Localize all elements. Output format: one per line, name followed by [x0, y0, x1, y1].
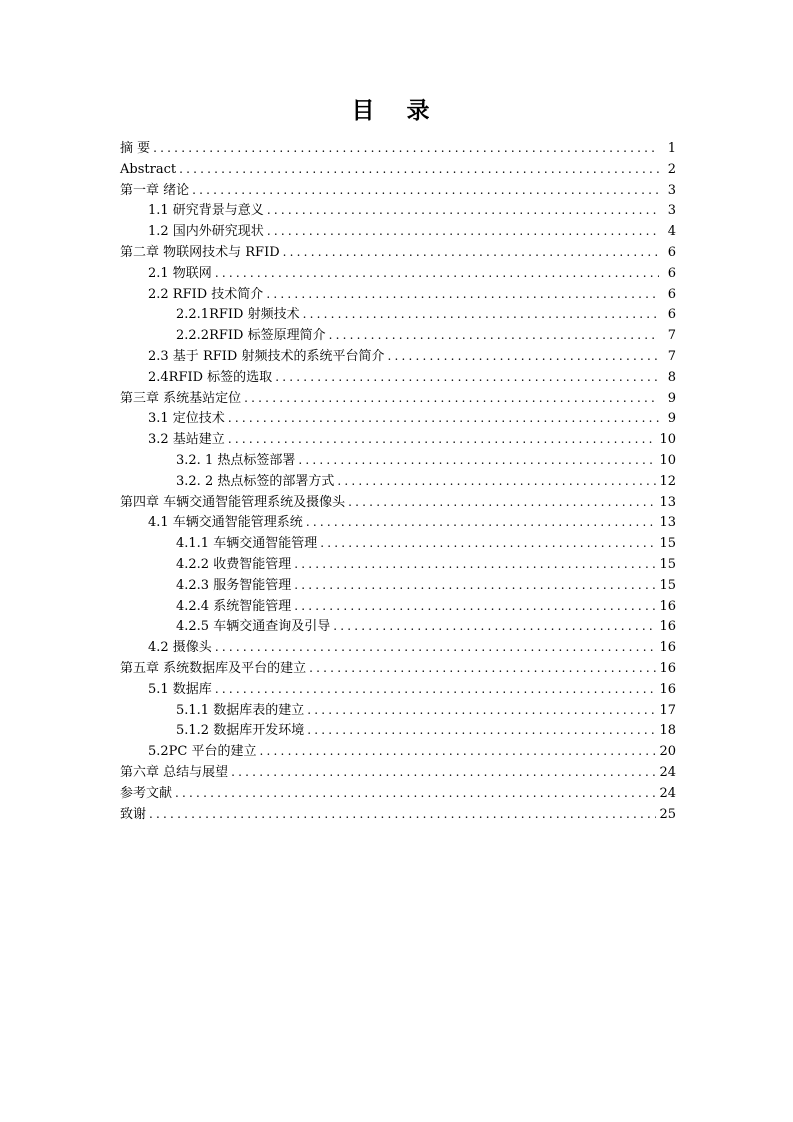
toc-leader-dots — [175, 783, 656, 804]
toc-entry-page: 15 — [659, 577, 676, 593]
toc-entry-page: 16 — [659, 619, 676, 635]
toc-leader-dots — [333, 616, 656, 637]
toc-entry[interactable] — [120, 762, 676, 783]
toc-leader-dots — [309, 658, 656, 679]
toc-entry-page: 6 — [667, 265, 676, 281]
toc-entry-page: 4 — [667, 224, 676, 240]
toc-leader-dots — [179, 159, 659, 180]
toc-entry[interactable] — [120, 783, 676, 804]
toc-entry-page: 25 — [659, 806, 676, 822]
toc-entry-label: 3.1 定位技术 — [148, 411, 225, 427]
toc-entry[interactable] — [120, 242, 676, 263]
toc-entry[interactable] — [120, 429, 676, 450]
toc-entry-label: 3.2 基站建立 — [148, 432, 225, 448]
toc-entry[interactable] — [120, 720, 676, 741]
toc-entry[interactable] — [120, 512, 676, 533]
toc-leader-dots — [228, 408, 659, 429]
toc-entry-label: Abstract — [120, 161, 177, 177]
toc-entry[interactable] — [120, 741, 676, 762]
toc-leader-dots — [275, 367, 659, 388]
toc-entry-page: 6 — [667, 286, 676, 302]
toc-leader-dots — [294, 596, 656, 617]
toc-entry[interactable] — [120, 575, 676, 596]
toc-entry-page: 6 — [667, 307, 676, 323]
toc-leader-dots — [303, 304, 659, 325]
toc-leader-dots — [267, 200, 659, 221]
toc-entry-page: 2 — [667, 161, 676, 177]
toc-entry[interactable] — [120, 492, 676, 513]
toc-entry-page: 3 — [667, 182, 676, 198]
toc-entry-page: 10 — [659, 452, 676, 468]
toc-entry-label: 1.1 研究背景与意义 — [148, 203, 264, 219]
toc-entry-page: 8 — [667, 369, 676, 385]
toc-entry[interactable] — [120, 596, 676, 617]
toc-leader-dots — [215, 679, 657, 700]
toc-entry-page: 16 — [659, 598, 676, 614]
toc-entry-page: 16 — [659, 681, 676, 697]
toc-entry[interactable] — [120, 200, 676, 221]
toc-entry[interactable] — [120, 450, 676, 471]
toc-list — [120, 138, 676, 824]
toc-entry-label: 致谢 — [120, 806, 147, 822]
toc-entry-page: 16 — [659, 640, 676, 656]
toc-leader-dots — [244, 388, 659, 409]
toc-entry-label: 2.3 基于 RFID 射频技术的系统平台简介 — [148, 348, 385, 364]
toc-leader-dots — [307, 700, 656, 721]
toc-leader-dots — [294, 554, 656, 575]
toc-entry[interactable] — [120, 533, 676, 554]
toc-entry[interactable] — [120, 554, 676, 575]
toc-entry-label: 4.2.2 收费智能管理 — [176, 556, 292, 572]
toc-leader-dots — [294, 575, 656, 596]
toc-entry-label: 摘 要 — [120, 141, 151, 156]
toc-leader-dots — [260, 741, 657, 762]
toc-entry-page: 16 — [659, 660, 676, 676]
toc-entry-label: 4.2 摄像头 — [148, 640, 212, 656]
toc-entry-label: 第一章 绪论 — [120, 182, 190, 198]
toc-entry-label: 2.2.1RFID 射频技术 — [176, 307, 300, 323]
toc-entry[interactable] — [120, 679, 676, 700]
toc-entry-page: 13 — [659, 494, 676, 510]
toc-entry-label: 2.2.2RFID 标签原理简介 — [176, 328, 326, 344]
toc-entry[interactable] — [120, 180, 676, 201]
toc-entry[interactable] — [120, 367, 676, 388]
toc-entry[interactable] — [120, 346, 676, 367]
toc-entry-page: 24 — [659, 764, 676, 780]
toc-entry[interactable] — [120, 263, 676, 284]
toc-entry-label: 4.1 车辆交通智能管理系统 — [148, 515, 303, 531]
toc-entry-page: 18 — [659, 723, 676, 739]
toc-entry-label: 第六章 总结与展望 — [120, 764, 229, 780]
toc-leader-dots — [149, 804, 656, 825]
toc-entry[interactable] — [120, 221, 676, 242]
toc-leader-dots — [298, 450, 656, 471]
toc-entry-label: 第五章 系统数据库及平台的建立 — [120, 660, 307, 676]
toc-entry-label: 4.2.4 系统智能管理 — [176, 598, 292, 614]
toc-entry-label: 5.1.1 数据库表的建立 — [176, 702, 305, 718]
toc-entry[interactable] — [120, 325, 676, 346]
toc-entry-label: 第二章 物联网技术与 RFID — [120, 244, 280, 260]
toc-entry-label: 4.2.3 服务智能管理 — [176, 577, 292, 593]
toc-leader-dots — [215, 637, 657, 658]
toc-entry-page: 12 — [659, 473, 676, 489]
toc-leader-dots — [228, 429, 657, 450]
toc-entry-page: 9 — [667, 411, 676, 427]
toc-entry-page: 9 — [667, 390, 676, 406]
toc-leader-dots — [266, 284, 659, 305]
toc-entry-page: 6 — [667, 244, 676, 260]
toc-entry-label: 5.2PC 平台的建立 — [148, 744, 257, 760]
toc-entry-label: 4.1.1 车辆交通智能管理 — [176, 536, 318, 552]
toc-entry-label: 5.1.2 数据库开发环境 — [176, 723, 305, 739]
toc-entry-page: 15 — [659, 556, 676, 572]
toc-entry[interactable] — [120, 616, 676, 637]
toc-entry-page: 7 — [667, 348, 676, 364]
toc-entry[interactable] — [120, 159, 676, 180]
toc-leader-dots — [267, 221, 659, 242]
toc-entry-label: 第四章 车辆交通智能管理系统及摄像头 — [120, 494, 346, 510]
toc-leader-dots — [306, 512, 657, 533]
toc-entry-page: 13 — [659, 515, 676, 531]
toc-entry-label: 2.1 物联网 — [148, 265, 212, 281]
toc-entry-page: 24 — [659, 785, 676, 801]
toc-entry-label: 参考文献 — [120, 785, 173, 801]
toc-entry[interactable] — [120, 304, 676, 325]
toc-entry-label: 1.2 国内外研究现状 — [148, 224, 264, 240]
toc-entry-page: 20 — [659, 744, 676, 760]
toc-entry[interactable] — [120, 138, 676, 159]
toc-leader-dots — [153, 138, 659, 159]
toc-entry-label: 第三章 系统基站定位 — [120, 390, 242, 406]
toc-leader-dots — [215, 263, 659, 284]
toc-entry-label: 2.4RFID 标签的选取 — [148, 369, 273, 385]
toc-entry-page: 3 — [667, 203, 676, 219]
toc-leader-dots — [387, 346, 659, 367]
toc-entry-label: 5.1 数据库 — [148, 681, 212, 697]
toc-entry[interactable] — [120, 637, 676, 658]
toc-leader-dots — [320, 533, 656, 554]
toc-entry[interactable] — [120, 804, 676, 825]
toc-entry[interactable] — [120, 284, 676, 305]
toc-leader-dots — [329, 325, 659, 346]
toc-entry-page: 17 — [659, 702, 676, 718]
toc-leader-dots — [307, 720, 656, 741]
toc-leader-dots — [337, 471, 656, 492]
toc-entry-label: 4.2.5 车辆交通查询及引导 — [176, 619, 331, 635]
toc-entry-label: 3.2. 1 热点标签部署 — [176, 452, 296, 468]
toc-entry-page: 10 — [659, 432, 676, 448]
toc-leader-dots — [348, 492, 656, 513]
toc-entry-page: 15 — [659, 536, 676, 552]
toc-entry-label: 3.2. 2 热点标签的部署方式 — [176, 473, 335, 489]
toc-entry[interactable] — [120, 471, 676, 492]
toc-entry-page: 7 — [667, 328, 676, 344]
toc-leader-dots — [192, 180, 659, 201]
toc-entry[interactable] — [120, 388, 676, 409]
toc-leader-dots — [231, 762, 656, 783]
toc-leader-dots — [283, 242, 659, 263]
toc-entry-page: 1 — [667, 141, 676, 156]
toc-entry[interactable] — [120, 700, 676, 721]
toc-title: 目 录 — [351, 98, 442, 124]
toc-entry[interactable] — [120, 658, 676, 679]
toc-entry[interactable] — [120, 408, 676, 429]
toc-entry-label: 2.2 RFID 技术简介 — [148, 286, 264, 302]
